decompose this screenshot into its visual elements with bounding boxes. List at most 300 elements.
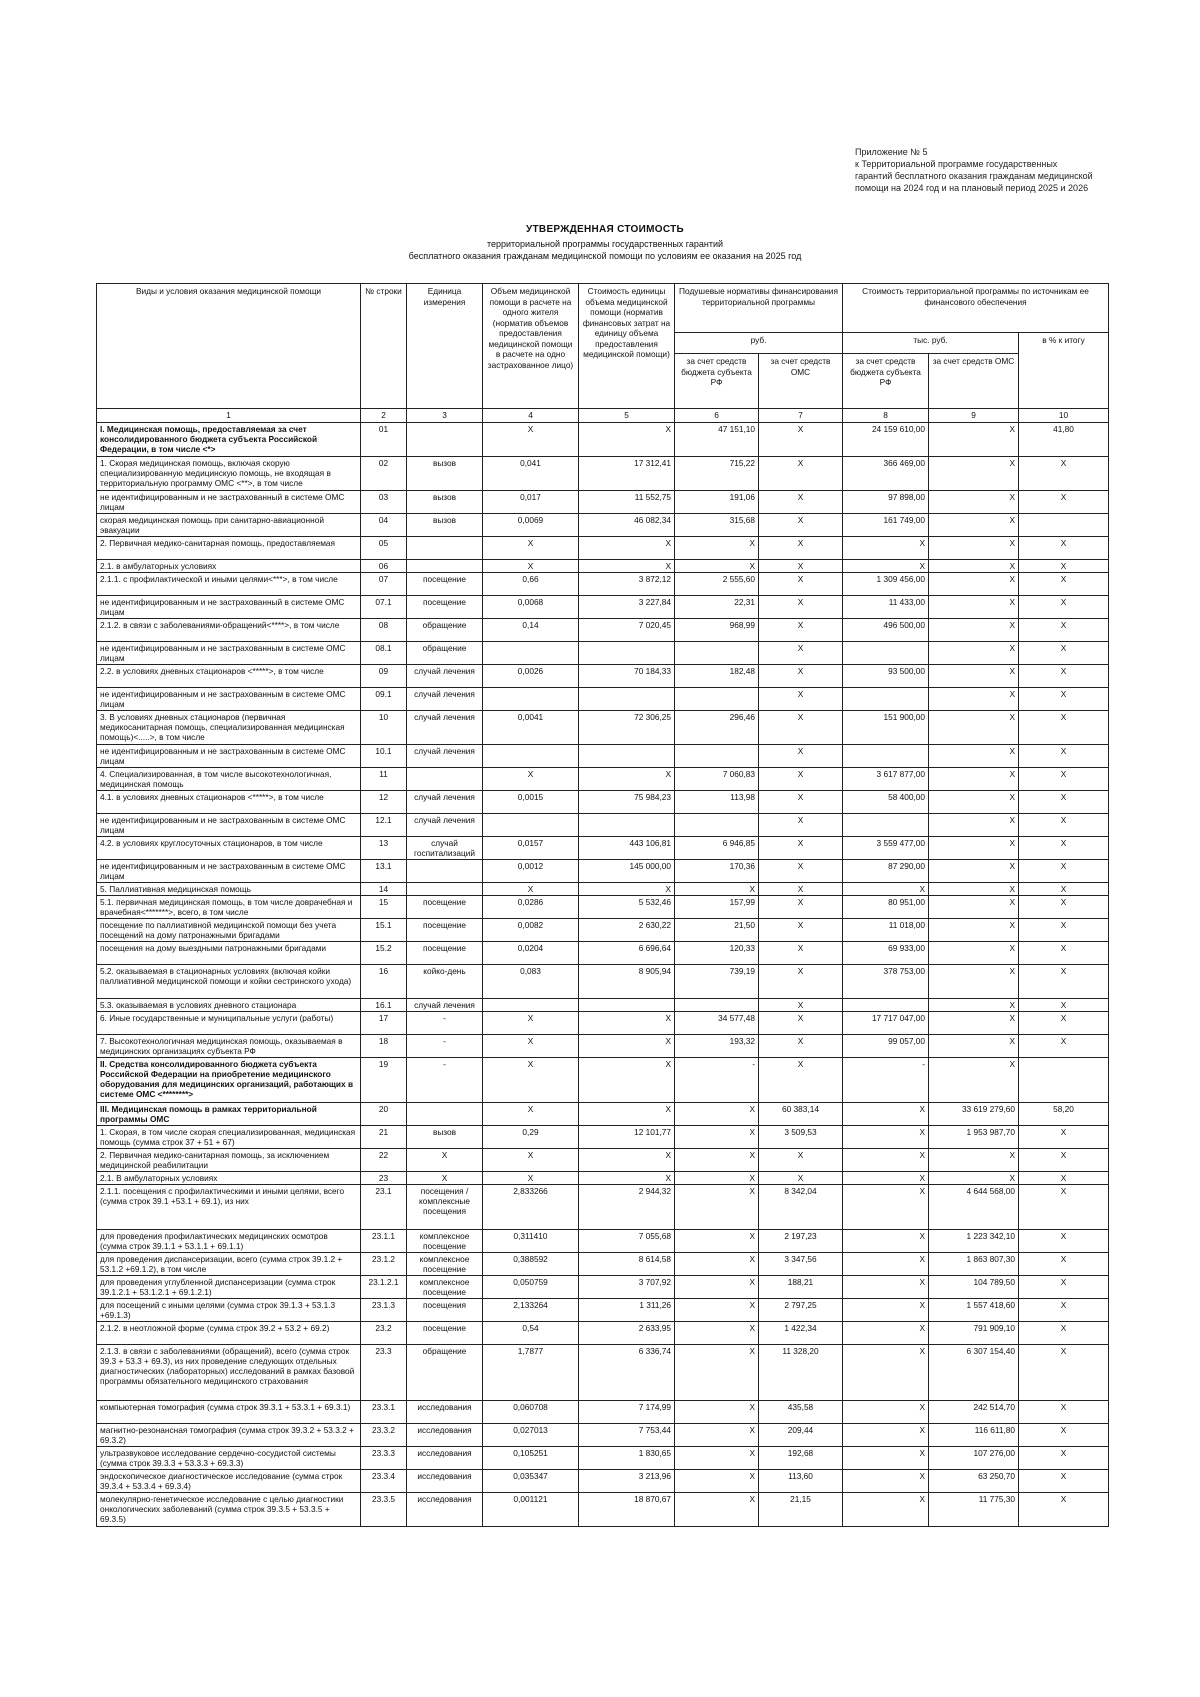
column-number: 8 bbox=[843, 409, 929, 423]
header-thousand-rub: тыс. руб. bbox=[843, 333, 1019, 354]
cell-c7: X bbox=[759, 1035, 843, 1058]
cell-c2: 12 bbox=[361, 791, 407, 814]
cell-c4: 0,54 bbox=[483, 1322, 579, 1345]
cell-c6: 6 946,85 bbox=[675, 837, 759, 860]
cell-c1: 2. Первичная медико-санитарная помощь, предоставляемая bbox=[97, 537, 361, 560]
cell-c8: X bbox=[843, 1172, 929, 1185]
table-row bbox=[97, 1493, 1109, 1527]
cell-c9: X bbox=[929, 896, 1019, 919]
cell-c3: посещение bbox=[407, 919, 483, 942]
cell-c2: 15.2 bbox=[361, 942, 407, 965]
cell-c5 bbox=[579, 999, 675, 1012]
cell-c5: 8 614,58 bbox=[579, 1253, 675, 1276]
cell-c1: для посещений с иными целями (сумма строк 39.1.3 + 53.1.3 +69.1.3) bbox=[97, 1299, 361, 1322]
cell-c10: X bbox=[1019, 1345, 1109, 1401]
cell-c6: X bbox=[675, 1185, 759, 1230]
cell-c8: X bbox=[843, 883, 929, 896]
cell-c6: X bbox=[675, 537, 759, 560]
cell-c9: 1 223 342,10 bbox=[929, 1230, 1019, 1253]
cell-c5: 7 753,44 bbox=[579, 1424, 675, 1447]
cell-c10: X bbox=[1019, 573, 1109, 596]
cell-c6: 739,19 bbox=[675, 965, 759, 999]
cell-c7: 21,15 bbox=[759, 1493, 843, 1527]
cell-c10 bbox=[1019, 1058, 1109, 1103]
cell-c7: X bbox=[759, 768, 843, 791]
cell-c4: 0,0204 bbox=[483, 942, 579, 965]
header-oms-thousand: за счет средств ОМС bbox=[929, 354, 1019, 409]
cell-c7: X bbox=[759, 837, 843, 860]
column-number: 4 bbox=[483, 409, 579, 423]
cell-c8: X bbox=[843, 1103, 929, 1126]
cell-c5: 12 101,77 bbox=[579, 1126, 675, 1149]
cell-c5: X bbox=[579, 423, 675, 457]
cell-c10: X bbox=[1019, 999, 1109, 1012]
cell-c10: X bbox=[1019, 942, 1109, 965]
cell-c9: X bbox=[929, 537, 1019, 560]
cell-c3: посещения bbox=[407, 1299, 483, 1322]
cell-c1: 2.1.2. в связи с заболеваниями-обращений<****>, в том числе bbox=[97, 619, 361, 642]
cell-c7: X bbox=[759, 745, 843, 768]
cell-c1: не идентифицированным и не застрахованный в системе ОМС лицам bbox=[97, 491, 361, 514]
appendix-line: гарантий бесплатного оказания гражданам медицинской bbox=[855, 171, 1093, 181]
cell-c5: 8 905,94 bbox=[579, 965, 675, 999]
table-row bbox=[97, 883, 1109, 896]
cell-c7: X bbox=[759, 711, 843, 745]
table-row bbox=[97, 1126, 1109, 1149]
cell-c5: X bbox=[579, 1103, 675, 1126]
cell-c9: X bbox=[929, 1058, 1019, 1103]
table-row bbox=[97, 619, 1109, 642]
table-row bbox=[97, 537, 1109, 560]
cell-c8: 99 057,00 bbox=[843, 1035, 929, 1058]
cell-c7: X bbox=[759, 942, 843, 965]
cell-c4: X bbox=[483, 883, 579, 896]
cell-c10: X bbox=[1019, 1185, 1109, 1230]
column-number: 1 bbox=[97, 409, 361, 423]
cell-c5: 7 174,99 bbox=[579, 1401, 675, 1424]
cell-c7: X bbox=[759, 665, 843, 688]
cell-c10: 41,80 bbox=[1019, 423, 1109, 457]
cell-c9: X bbox=[929, 1172, 1019, 1185]
cell-c6: X bbox=[675, 1401, 759, 1424]
cell-c6: 170,36 bbox=[675, 860, 759, 883]
cell-c6: 157,99 bbox=[675, 896, 759, 919]
cell-c4 bbox=[483, 642, 579, 665]
cell-c5: 5 532,46 bbox=[579, 896, 675, 919]
cell-c7: X bbox=[759, 1058, 843, 1103]
cell-c4: 0,66 bbox=[483, 573, 579, 596]
table-row bbox=[97, 1058, 1109, 1103]
table-row bbox=[97, 999, 1109, 1012]
table-row bbox=[97, 514, 1109, 537]
cell-c2: 23.1.2 bbox=[361, 1253, 407, 1276]
cell-c8: X bbox=[843, 1470, 929, 1493]
cell-c3: исследования bbox=[407, 1470, 483, 1493]
cell-c2: 10 bbox=[361, 711, 407, 745]
cell-c9: X bbox=[929, 423, 1019, 457]
table-row bbox=[97, 814, 1109, 837]
cell-c7: X bbox=[759, 860, 843, 883]
cell-c8: 151 900,00 bbox=[843, 711, 929, 745]
cell-c7: 1 422,34 bbox=[759, 1322, 843, 1345]
cell-c8: 97 898,00 bbox=[843, 491, 929, 514]
cell-c9: X bbox=[929, 560, 1019, 573]
table-row bbox=[97, 1253, 1109, 1276]
table-row bbox=[97, 560, 1109, 573]
cell-c10: X bbox=[1019, 665, 1109, 688]
header-row-number: № строки bbox=[361, 284, 407, 409]
cell-c5: 6 696,64 bbox=[579, 942, 675, 965]
cell-c1: 4. Специализированная, в том числе высокотехнологичная, медицинская помощь bbox=[97, 768, 361, 791]
cell-c3: комплексное посещение bbox=[407, 1253, 483, 1276]
cell-c10: X bbox=[1019, 1447, 1109, 1470]
cell-c8: X bbox=[843, 1322, 929, 1345]
cell-c2: 21 bbox=[361, 1126, 407, 1149]
cell-c9: 791 909,10 bbox=[929, 1322, 1019, 1345]
column-number: 9 bbox=[929, 409, 1019, 423]
cell-c9: X bbox=[929, 860, 1019, 883]
cell-c6: X bbox=[675, 883, 759, 896]
cell-c8: X bbox=[843, 1185, 929, 1230]
cell-c4: X bbox=[483, 560, 579, 573]
cell-c5: 3 872,12 bbox=[579, 573, 675, 596]
cell-c4: 0,0286 bbox=[483, 896, 579, 919]
cell-c6: X bbox=[675, 1126, 759, 1149]
cell-c8: X bbox=[843, 1253, 929, 1276]
cell-c7: 2 797,25 bbox=[759, 1299, 843, 1322]
cell-c3: обращение bbox=[407, 619, 483, 642]
cell-c5: X bbox=[579, 768, 675, 791]
cell-c1: 4.1. в условиях дневных стационаров <*****>, в том числе bbox=[97, 791, 361, 814]
cell-c2: 06 bbox=[361, 560, 407, 573]
cell-c6: X bbox=[675, 1493, 759, 1527]
cell-c10: X bbox=[1019, 837, 1109, 860]
cell-c7: X bbox=[759, 514, 843, 537]
cell-c5: 46 082,34 bbox=[579, 514, 675, 537]
cell-c5: 1 311,26 bbox=[579, 1299, 675, 1322]
cell-c7: X bbox=[759, 573, 843, 596]
cell-c3: - bbox=[407, 1035, 483, 1058]
cell-c4: X bbox=[483, 1103, 579, 1126]
cell-c7: X bbox=[759, 560, 843, 573]
cell-c2: 23.1.1 bbox=[361, 1230, 407, 1253]
cell-c4: 0,388592 bbox=[483, 1253, 579, 1276]
cell-c7: X bbox=[759, 619, 843, 642]
cost-table bbox=[96, 283, 1109, 1527]
header-percent: в % к итогу bbox=[1019, 333, 1109, 409]
cell-c9: X bbox=[929, 596, 1019, 619]
cell-c5: 17 312,41 bbox=[579, 457, 675, 491]
cell-c3: X bbox=[407, 1172, 483, 1185]
table-row bbox=[97, 596, 1109, 619]
cell-c2: 13.1 bbox=[361, 860, 407, 883]
column-numbers-row bbox=[97, 409, 1109, 423]
cell-c6: X bbox=[675, 1149, 759, 1172]
cell-c3: исследования bbox=[407, 1447, 483, 1470]
cell-c10: X bbox=[1019, 1322, 1109, 1345]
cell-c8: 93 500,00 bbox=[843, 665, 929, 688]
cell-c9: X bbox=[929, 457, 1019, 491]
table-row bbox=[97, 1299, 1109, 1322]
cell-c9: 107 276,00 bbox=[929, 1447, 1019, 1470]
cell-c8: 58 400,00 bbox=[843, 791, 929, 814]
column-number: 3 bbox=[407, 409, 483, 423]
document-subtitle: территориальной программы государственных гарантий bbox=[486, 239, 724, 249]
cell-c7: X bbox=[759, 1149, 843, 1172]
cell-c8 bbox=[843, 642, 929, 665]
cell-c2: 11 bbox=[361, 768, 407, 791]
cell-c1: эндоскопическое диагностическое исследование (сумма строк 39.3.4 + 53.3.4 + 69.3.4) bbox=[97, 1470, 361, 1493]
cell-c10: X bbox=[1019, 560, 1109, 573]
cell-c8: 87 290,00 bbox=[843, 860, 929, 883]
table-row bbox=[97, 688, 1109, 711]
cell-c1: компьютерная томография (сумма строк 39.3.1 + 53.3.1 + 69.3.1) bbox=[97, 1401, 361, 1424]
header-rub: руб. bbox=[675, 333, 843, 354]
column-number: 6 bbox=[675, 409, 759, 423]
cell-c6: X bbox=[675, 1276, 759, 1299]
cell-c10: X bbox=[1019, 965, 1109, 999]
table-row bbox=[97, 1035, 1109, 1058]
cell-c7: 113,60 bbox=[759, 1470, 843, 1493]
cell-c8: 80 951,00 bbox=[843, 896, 929, 919]
cell-c4: X bbox=[483, 1149, 579, 1172]
cell-c8 bbox=[843, 745, 929, 768]
cell-c2: 13 bbox=[361, 837, 407, 860]
header-budget-thousand: за счет средств бюджета субъекта РФ bbox=[843, 354, 929, 409]
column-number: 2 bbox=[361, 409, 407, 423]
table-row bbox=[97, 665, 1109, 688]
cell-c6: 315,68 bbox=[675, 514, 759, 537]
cell-c10: X bbox=[1019, 919, 1109, 942]
cell-c5: X bbox=[579, 883, 675, 896]
cell-c2: 08.1 bbox=[361, 642, 407, 665]
cell-c3 bbox=[407, 537, 483, 560]
cell-c4 bbox=[483, 814, 579, 837]
appendix-note bbox=[855, 146, 1125, 194]
cell-c4: 0,105251 bbox=[483, 1447, 579, 1470]
cell-c10: X bbox=[1019, 1126, 1109, 1149]
column-number: 10 bbox=[1019, 409, 1109, 423]
cell-c10: X bbox=[1019, 1012, 1109, 1035]
cell-c9: X bbox=[929, 665, 1019, 688]
cell-c10: X bbox=[1019, 1172, 1109, 1185]
cell-c4: 0,0068 bbox=[483, 596, 579, 619]
cell-c10: X bbox=[1019, 537, 1109, 560]
cell-c5: 7 055,68 bbox=[579, 1230, 675, 1253]
cell-c3: случай лечения bbox=[407, 791, 483, 814]
cell-c8: X bbox=[843, 1447, 929, 1470]
cell-c2: 20 bbox=[361, 1103, 407, 1126]
cell-c6: - bbox=[675, 1058, 759, 1103]
cell-c1: посещения на дому выездными патронажными бригадами bbox=[97, 942, 361, 965]
cell-c9: X bbox=[929, 1149, 1019, 1172]
cell-c7: X bbox=[759, 423, 843, 457]
cell-c7: X bbox=[759, 457, 843, 491]
cell-c6: 7 060,83 bbox=[675, 768, 759, 791]
cell-c6: X bbox=[675, 1299, 759, 1322]
cell-c3: случай лечения bbox=[407, 688, 483, 711]
cell-c3: случай лечения bbox=[407, 665, 483, 688]
cell-c6: X bbox=[675, 1230, 759, 1253]
cell-c9: 11 775,30 bbox=[929, 1493, 1019, 1527]
cell-c9: 1 557 418,60 bbox=[929, 1299, 1019, 1322]
cell-c5: 70 184,33 bbox=[579, 665, 675, 688]
cell-c1: не идентифицированным и не застрахованным в системе ОМС лицам bbox=[97, 642, 361, 665]
cell-c4: 2,133264 bbox=[483, 1299, 579, 1322]
cell-c4: X bbox=[483, 1035, 579, 1058]
cell-c8: X bbox=[843, 537, 929, 560]
cell-c4: 0,311410 bbox=[483, 1230, 579, 1253]
cell-c7: X bbox=[759, 1012, 843, 1035]
cell-c8: 378 753,00 bbox=[843, 965, 929, 999]
cell-c6: X bbox=[675, 1447, 759, 1470]
cell-c9: 116 611,80 bbox=[929, 1424, 1019, 1447]
cell-c5 bbox=[579, 814, 675, 837]
cell-c3 bbox=[407, 1103, 483, 1126]
cell-c6: 47 151,10 bbox=[675, 423, 759, 457]
table-row bbox=[97, 942, 1109, 965]
cell-c9: X bbox=[929, 619, 1019, 642]
table-row bbox=[97, 457, 1109, 491]
cell-c3: вызов bbox=[407, 514, 483, 537]
cell-c6: X bbox=[675, 1172, 759, 1185]
appendix-line: Приложение № 5 bbox=[855, 147, 928, 157]
cell-c9: X bbox=[929, 814, 1019, 837]
cell-c2: 09 bbox=[361, 665, 407, 688]
cell-c7: 192,68 bbox=[759, 1447, 843, 1470]
cell-c4: 2,833266 bbox=[483, 1185, 579, 1230]
cell-c2: 08 bbox=[361, 619, 407, 642]
cell-c8: X bbox=[843, 1424, 929, 1447]
cell-c8 bbox=[843, 814, 929, 837]
cell-c9: X bbox=[929, 514, 1019, 537]
cell-c2: 23.3.3 bbox=[361, 1447, 407, 1470]
cell-c7: 2 197,23 bbox=[759, 1230, 843, 1253]
cell-c8: X bbox=[843, 1230, 929, 1253]
cell-c3: вызов bbox=[407, 1126, 483, 1149]
cell-c4: 0,001121 bbox=[483, 1493, 579, 1527]
table-row bbox=[97, 860, 1109, 883]
cell-c4: X bbox=[483, 1058, 579, 1103]
table-row bbox=[97, 1172, 1109, 1185]
cell-c5: 443 106,81 bbox=[579, 837, 675, 860]
table-row bbox=[97, 1103, 1109, 1126]
cell-c7: X bbox=[759, 1172, 843, 1185]
cell-c2: 04 bbox=[361, 514, 407, 537]
cell-c1: для проведения углубленной диспансеризации (сумма строк 39.1.2.1 + 53.1.2.1 + 69.1.2.1) bbox=[97, 1276, 361, 1299]
cell-c8: 161 749,00 bbox=[843, 514, 929, 537]
cell-c8: 11 018,00 bbox=[843, 919, 929, 942]
cell-c7: X bbox=[759, 791, 843, 814]
cell-c5: X bbox=[579, 1172, 675, 1185]
cell-c3: случай лечения bbox=[407, 814, 483, 837]
cell-c3: исследования bbox=[407, 1401, 483, 1424]
header-program-cost: Стоимость территориальной программы по источникам ее финансового обеспечения bbox=[843, 284, 1109, 333]
cell-c9: X bbox=[929, 642, 1019, 665]
cell-c5: 7 020,45 bbox=[579, 619, 675, 642]
cell-c2: 23.1.3 bbox=[361, 1299, 407, 1322]
table-row bbox=[97, 1470, 1109, 1493]
cell-c3: случай лечения bbox=[407, 999, 483, 1012]
cell-c3: посещение bbox=[407, 1322, 483, 1345]
cell-c4: X bbox=[483, 537, 579, 560]
cell-c9: 63 250,70 bbox=[929, 1470, 1019, 1493]
cell-c5: X bbox=[579, 1058, 675, 1103]
cell-c3: случай лечения bbox=[407, 745, 483, 768]
cell-c4: 0,14 bbox=[483, 619, 579, 642]
cell-c4 bbox=[483, 745, 579, 768]
cell-c3: посещение bbox=[407, 573, 483, 596]
cell-c8: - bbox=[843, 1058, 929, 1103]
cell-c4: X bbox=[483, 1012, 579, 1035]
cell-c8: X bbox=[843, 560, 929, 573]
cell-c10: X bbox=[1019, 1424, 1109, 1447]
cell-c8: X bbox=[843, 1299, 929, 1322]
table-row bbox=[97, 1345, 1109, 1401]
cell-c10: 58,20 bbox=[1019, 1103, 1109, 1126]
cell-c1: 1. Скорая медицинская помощь, включая скорую специализированную медицинскую помощь, не входящая в территориальную программу ОМС <**>, в том числе bbox=[97, 457, 361, 491]
cell-c9: X bbox=[929, 1012, 1019, 1035]
cell-c2: 23.3.1 bbox=[361, 1401, 407, 1424]
cell-c2: 09.1 bbox=[361, 688, 407, 711]
cell-c5: 3 707,92 bbox=[579, 1276, 675, 1299]
cell-c10: X bbox=[1019, 642, 1109, 665]
cell-c4: 0,29 bbox=[483, 1126, 579, 1149]
cell-c1: 2.1. В амбулаторных условиях bbox=[97, 1172, 361, 1185]
cell-c3: обращение bbox=[407, 642, 483, 665]
cell-c2: 16 bbox=[361, 965, 407, 999]
cell-c5: 6 336,74 bbox=[579, 1345, 675, 1401]
table-row bbox=[97, 896, 1109, 919]
cell-c5 bbox=[579, 745, 675, 768]
cell-c1: не идентифицированным и не застрахованным в системе ОМС лицам bbox=[97, 688, 361, 711]
cell-c2: 23.2 bbox=[361, 1322, 407, 1345]
cell-c1: 5.3. оказываемая в условиях дневного стационара bbox=[97, 999, 361, 1012]
table-row bbox=[97, 745, 1109, 768]
cell-c9: 6 307 154,40 bbox=[929, 1345, 1019, 1401]
cell-c6: 22,31 bbox=[675, 596, 759, 619]
cell-c9: X bbox=[929, 791, 1019, 814]
cell-c1: 3. В условиях дневных стационаров (первичная медикосанитарная помощь, специализированная медицинская помощь)<.....>, в том числе bbox=[97, 711, 361, 745]
cell-c6: X bbox=[675, 1322, 759, 1345]
cell-c6: 21,50 bbox=[675, 919, 759, 942]
cell-c1: магнитно-резонансная томография (сумма строк 39.3.2 + 53.3.2 + 69.3.2) bbox=[97, 1424, 361, 1447]
table-row bbox=[97, 1447, 1109, 1470]
cell-c6: X bbox=[675, 1253, 759, 1276]
column-number: 7 bbox=[759, 409, 843, 423]
cell-c8: 496 500,00 bbox=[843, 619, 929, 642]
cell-c9: 1 953 987,70 bbox=[929, 1126, 1019, 1149]
cell-c3: вызов bbox=[407, 491, 483, 514]
cell-c8: 366 469,00 bbox=[843, 457, 929, 491]
table-row bbox=[97, 573, 1109, 596]
cell-c4: 0,027013 bbox=[483, 1424, 579, 1447]
cell-c2: 15.1 bbox=[361, 919, 407, 942]
cell-c3: исследования bbox=[407, 1493, 483, 1527]
cell-c5: X bbox=[579, 560, 675, 573]
cell-c7: X bbox=[759, 596, 843, 619]
cell-c10: X bbox=[1019, 1253, 1109, 1276]
cell-c7: X bbox=[759, 642, 843, 665]
cell-c6: 968,99 bbox=[675, 619, 759, 642]
cell-c10: X bbox=[1019, 619, 1109, 642]
cell-c6: 296,46 bbox=[675, 711, 759, 745]
cell-c1: 4.2. в условиях круглосуточных стационаров, в том числе bbox=[97, 837, 361, 860]
cell-c10: X bbox=[1019, 896, 1109, 919]
cell-c3: X bbox=[407, 1149, 483, 1172]
cell-c8: 3 559 477,00 bbox=[843, 837, 929, 860]
cell-c10: X bbox=[1019, 491, 1109, 514]
